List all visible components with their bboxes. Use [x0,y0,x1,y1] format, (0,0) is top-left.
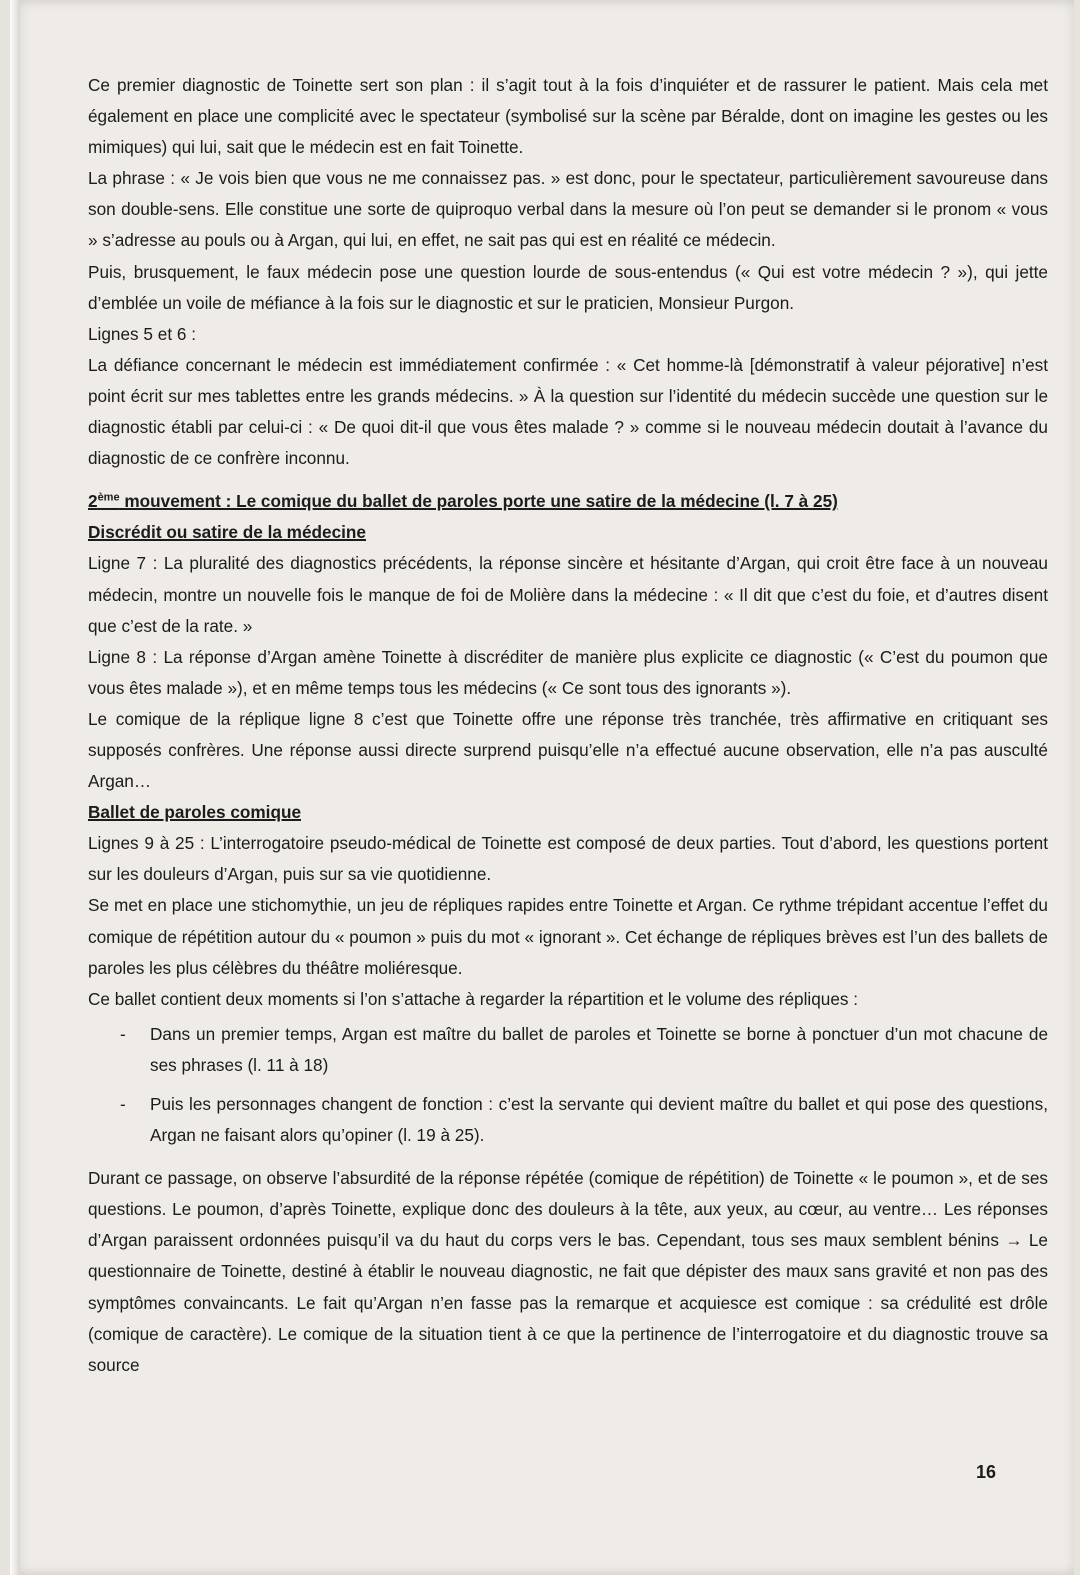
bullet-dash: - [120,1094,126,1114]
section-number: 2 [88,491,98,512]
binding-edge [10,0,20,1575]
paragraph: Ce premier diagnostic de Toinette sert son plan : il s’agit tout à la fois d’inquiéter et de rassurer le patient. Mais cela met également en place une complicité avec le spectateur (symbolisé sur la scène par Béralde, dont on imagine les gestes ou les mimiques) qui lui, sait que le médecin est en fait Toinette. [88,75,1048,158]
paragraph: Lignes 9 à 25 : L’interrogatoire pseudo-médical de Toinette est composé de deux parties. Tout d’abord, les questions portent sur les douleurs d’Argan, puis sur sa vie quotidienne. [88,833,1048,885]
paragraph: Le comique de la réplique ligne 8 c’est que Toinette offre une réponse très tranchée, très affirmative en critiquant ses supposés confrères. Une réponse aussi directe surprend puisqu’elle n’a effectué aucune observation, elle n’a pas ausculté Argan… [88,708,1048,792]
paragraph: La phrase : « Je vois bien que vous ne me connaissez pas. » est donc, pour le spectateur, particulièrement savoureuse dans son double-sens. Elle constitue une sorte de quiproquo verbal dans la mesure où l’on peut se demander si le pronom « vous » s’adresse au pouls ou à Argan, qui lui, en effet, ne sait pas qui est en réalité ce médecin. [88,168,1048,251]
page-number: 16 [975,1462,996,1482]
subheading-ballet: Ballet de paroles comique [88,802,301,823]
paragraph: Puis, brusquement, le faux médecin pose une question lourde de sous-entendus (« Qui est votre médecin ? »), qui jette d’emblée un voile de méfiance à la fois sur le diagnostic et sur le praticien, Monsieur Purgon. [88,261,1048,313]
list-item [88,1019,1048,1081]
section-title: mouvement : Le comique du ballet de paroles porte une satire de la médecine (l. 7 à 25) [119,491,838,512]
paragraph: Durant ce passage, on observe l’absurdité de la réponse répétée (comique de répétition) de Toinette « le poumon », et de ses questions. Le poumon, d’après Toinette, explique donc des douleurs à la tête, aux yeux, au cœur, au ventre… Les réponses d’Argan paraissent ordonnées puisqu’il va du haut du corps vers le bas. Cependant, tous ses maux semblent bénins → Le questionnaire de Toinette, destiné à établir le nouveau diagnostic, ne fait que dépister des maux sans gravité et non pas des symptômes convaincants. Le fait qu’Argan n’en fasse pas la remarque et acquiesce est comique : sa crédulité est drôle (comique de caractère). Le comique de la situation tient à ce que la pertinence de l’interrogatoire et du diagnostic trouve sa source [88,1168,1048,1375]
list-item-text: Puis les personnages changent de fonction : c’est la servante qui devient maître du ballet et qui pose des questions, Argan ne faisant alors qu’opiner (l. 19 à 25). [150,1094,1048,1146]
paragraph: Ligne 8 : La réponse d’Argan amène Toinette à discréditer de manière plus explicite ce diagnostic (« C’est du poumon que vous êtes malade »), et en même temps tous les médecins (« Ce sont tous des ignorants »). [88,646,1048,698]
paragraph: Se met en place une stichomythie, un jeu de répliques rapides entre Toinette et Argan. Ce rythme trépidant accentue l’effet du comique de répétition autour du « poumon » puis du mot « ignorant ». Cet échange de répliques brèves est l’un des ballets de paroles les plus célèbres du théâtre moliéresque. [88,895,1048,978]
section-ordinal: ème [97,491,120,504]
bullet-dash: - [120,1023,126,1044]
section-heading-2 [88,486,1048,517]
list-item [88,1089,1048,1151]
paragraph: La défiance concernant le médecin est immédiatement confirmée : « Cet homme-là [démonstratif à valeur péjorative] n’est point écrit sur mes tablettes entre les grands médecins. » À la question sur l’identité du médecin succède une question sur le diagnostic établi par celui-ci : « De quoi dit-il que vous êtes malade ? » comme si le nouveau médecin doutait à l’avance du diagnostic de ce confrère inconnu. [88,354,1048,469]
paragraph: Lignes 5 et 6 : [88,323,196,344]
page-content [88,70,1048,1381]
list-item-text: Dans un premier temps, Argan est maître du ballet de paroles et Toinette se borne à ponctuer d’un mot chacune de ses phrases (l. 11 à 18) [150,1023,1048,1075]
paragraph: Ligne 7 : La pluralité des diagnostics précédents, la réponse sincère et hésitante d’Argan, qui croit être face à un nouveau médecin, montre un nouvelle fois le manque de foi de Molière dans la médecine : « Il dit que c’est du foie, et d’autres disent que c’est de la rate. » [88,553,1048,636]
paragraph: Ce ballet contient deux moments si l’on s’attache à regarder la répartition et le volume des répliques : [88,988,859,1009]
bullet-list [88,1019,1048,1151]
subheading-discredit: Discrédit ou satire de la médecine [88,522,366,543]
page-sheet [10,0,1074,1575]
